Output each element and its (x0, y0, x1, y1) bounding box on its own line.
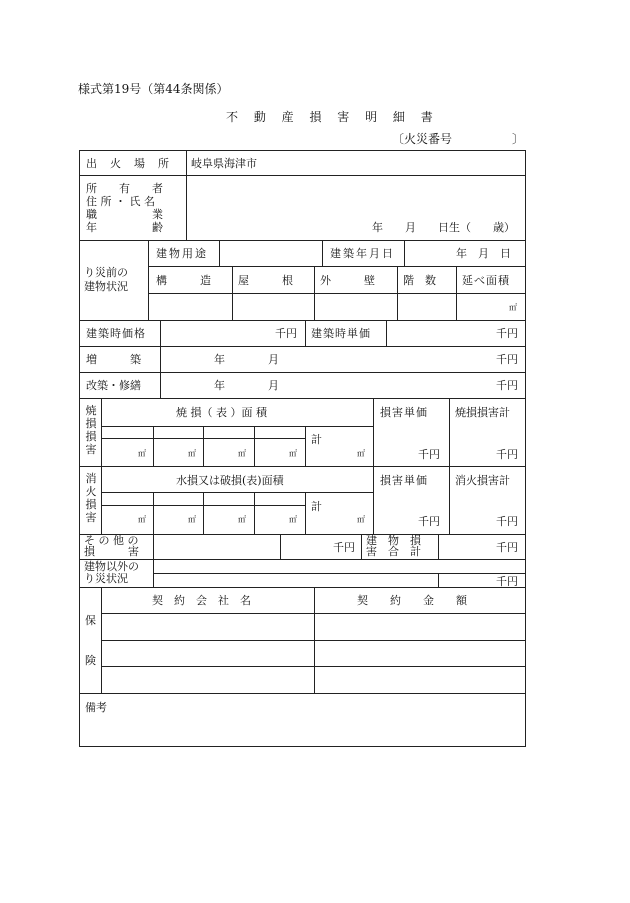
column-structure: 構 造 (156, 274, 211, 287)
burn-area-unit-1: ㎡ (138, 449, 146, 458)
fire-number-label: 〔火災番号 (392, 132, 453, 146)
burn-area-unit-3: ㎡ (238, 449, 246, 458)
construction-price-unit: 千円 (275, 327, 297, 340)
owner-birth-field[interactable]: 年 月 日生（ 歳） (372, 221, 515, 234)
extinguish-section-label: 消 火 損 害 (85, 472, 97, 524)
extinguish-unit-price-label: 損害単価 (380, 474, 428, 487)
extinguish-area-unit-4: ㎡ (289, 515, 297, 524)
extension-unit: 千円 (496, 353, 518, 366)
location-value[interactable]: 岐阜県海津市 (191, 157, 257, 170)
building-total-label-2: 害 合 計 (366, 545, 421, 558)
document-title: 不 動 産 損 害 明 細 書 (226, 110, 439, 124)
burn-sum-unit: ㎡ (357, 449, 365, 458)
insurance-company-header: 契 約 会 社 名 (152, 594, 251, 607)
other-damage-unit: 千円 (333, 541, 355, 554)
extension-month[interactable]: 月 (268, 353, 279, 366)
burn-sum-label: 計 (311, 433, 322, 446)
other-damage-label-2: 損 害 (84, 545, 139, 558)
non-building-label-2: り災状況 (84, 572, 128, 585)
non-building-unit: 千円 (496, 575, 518, 588)
extinguish-area-unit-2: ㎡ (188, 515, 196, 524)
owner-label-3: 職 業 (86, 208, 163, 221)
construction-price-label: 建築時価格 (86, 327, 146, 340)
burn-area-unit-2: ㎡ (188, 449, 196, 458)
extinguish-area-unit-1: ㎡ (138, 515, 146, 524)
form-number: 様式第19号（第44条関係） (78, 82, 229, 96)
column-outer-wall: 外 壁 (320, 274, 375, 287)
column-roof: 屋 根 (238, 274, 293, 287)
column-floors: 階 数 (403, 274, 436, 287)
burn-unit-price-label: 損害単価 (380, 406, 428, 419)
insurance-label-top: 保 (85, 614, 96, 627)
owner-label-4: 年 齢 (86, 221, 163, 234)
built-date-field[interactable]: 年 月 日 (456, 247, 511, 260)
renovation-label: 改築・修繕 (86, 379, 141, 392)
owner-label-2: 住 所 ・ 氏 名 (86, 195, 155, 208)
renovation-month[interactable]: 月 (268, 379, 279, 392)
burn-section-label: 焼 損 損 害 (85, 404, 97, 456)
before-fire-label-1: り災前の (84, 266, 128, 279)
extinguish-area-unit-3: ㎡ (238, 515, 246, 524)
insurance-amount-header: 契 約 金 額 (357, 594, 467, 607)
extinguish-total-label: 消火損害計 (455, 474, 510, 487)
fire-number-bracket: 〕 (512, 132, 525, 146)
building-total-label-1: 建 物 損 (366, 534, 421, 547)
extinguish-sum-label: 計 (311, 500, 322, 513)
floor-area-unit: ㎡ (509, 303, 517, 312)
construction-unit-price-label: 建築時単価 (311, 327, 371, 340)
remarks-label: 備考 (85, 701, 107, 714)
burn-total-unit: 千円 (496, 448, 518, 461)
built-date-label: 建築年月日 (330, 247, 395, 260)
column-floor-area: 延べ面積 (462, 274, 510, 287)
before-fire-label-2: 建物状況 (84, 280, 128, 293)
extension-label: 増 築 (86, 353, 141, 366)
burn-total-label: 焼損損害計 (455, 406, 510, 419)
construction-unit-price-unit: 千円 (496, 327, 518, 340)
building-usage-label: 建物用途 (156, 247, 208, 260)
non-building-label-1: 建物以外の (84, 560, 139, 573)
building-total-unit: 千円 (496, 541, 518, 554)
burn-unit-price-unit: 千円 (418, 448, 440, 461)
renovation-year[interactable]: 年 (214, 379, 225, 392)
burn-area-unit-4: ㎡ (289, 449, 297, 458)
extension-year[interactable]: 年 (214, 353, 225, 366)
burn-area-title: 焼 損（ 表 ）面 積 (176, 406, 267, 419)
extinguish-sum-unit: ㎡ (357, 515, 365, 524)
location-label: 出 火 場 所 (86, 157, 170, 170)
extinguish-total-unit: 千円 (496, 515, 518, 528)
renovation-unit: 千円 (496, 379, 518, 392)
extinguish-area-title: 水損又は破損(表)面積 (176, 474, 284, 487)
insurance-label-bottom: 険 (85, 654, 96, 667)
other-damage-label-1: そ の 他 の (84, 534, 139, 547)
extinguish-unit-price-unit: 千円 (418, 515, 440, 528)
form-border (80, 151, 526, 747)
owner-label-1: 所 有 者 (86, 182, 163, 195)
